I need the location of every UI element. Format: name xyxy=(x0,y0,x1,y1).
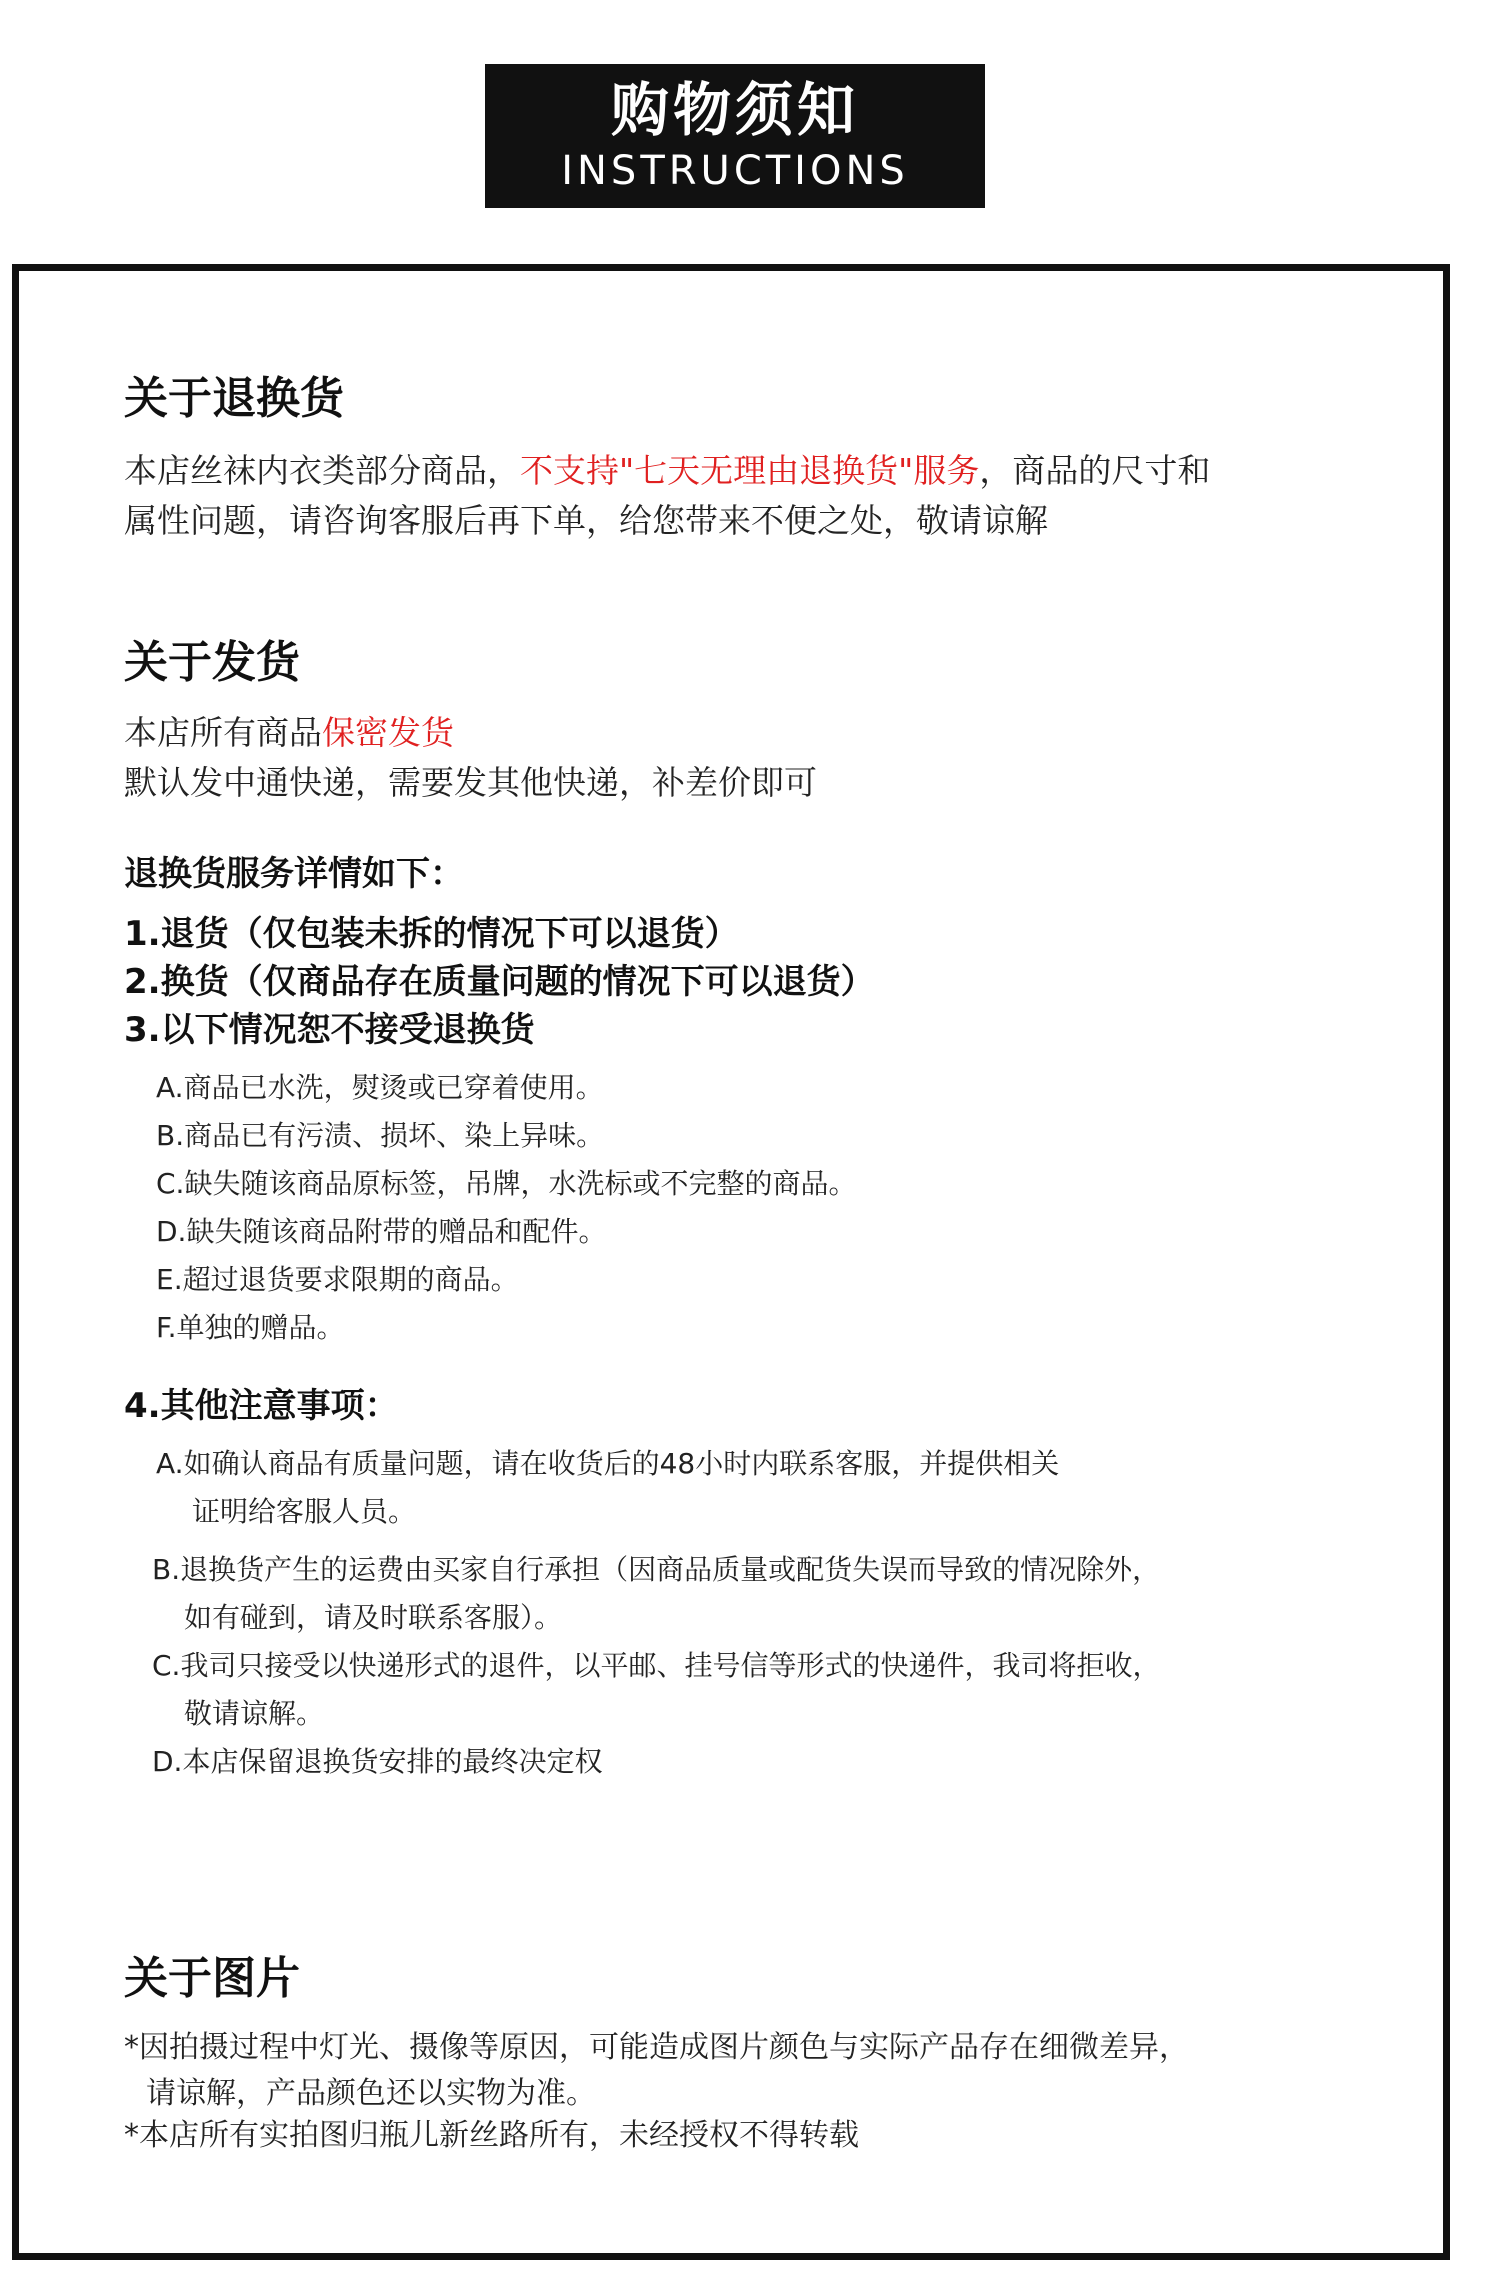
other-note-line: 如有碰到，请及时联系客服）。 xyxy=(184,1601,563,1634)
exclusion-item: D.缺失随该商品附带的赠品和配件。 xyxy=(156,1215,607,1248)
photos-heading: 关于图片 xyxy=(124,1953,300,2004)
header-banner xyxy=(485,64,985,208)
exclusion-item: E.超过退货要求限期的商品。 xyxy=(156,1263,519,1296)
returns-text-tail: ，商品的尺寸和 xyxy=(979,451,1211,490)
other-note-line: D.本店保留退换货安排的最终决定权 xyxy=(152,1745,603,1778)
returns-text: 本店丝袜内衣类部分商品， xyxy=(124,451,520,490)
shipping-highlight: 保密发货 xyxy=(322,713,454,752)
photo-note-line: *本店所有实拍图归瓶儿新丝路所有，未经授权不得转载 xyxy=(124,2118,859,2153)
shipping-line-2: 默认发中通快递，需要发其他快递，补差价即可 xyxy=(124,763,817,802)
photo-note-line: 请谅解，产品颜色还以实物为准。 xyxy=(146,2076,596,2111)
returns-highlight: 不支持"七天无理由退换货"服务 xyxy=(520,451,980,490)
other-note-line: 证明给客服人员。 xyxy=(192,1495,417,1528)
rule-item: 3.以下情况恕不接受退换货 xyxy=(124,1010,535,1050)
rule-item: 2.换货（仅商品存在质量问题的情况下可以退货） xyxy=(124,962,875,1002)
rule-item: 1.退货（仅包装未拆的情况下可以退货） xyxy=(124,914,739,954)
returns-line-2: 属性问题，请咨询客服后再下单，给您带来不便之处，敬请谅解 xyxy=(124,501,1048,540)
shipping-line-1 xyxy=(124,708,1500,758)
shipping-heading: 关于发货 xyxy=(124,637,300,688)
exclusion-item: C.缺失随该商品原标签，吊牌，水洗标或不完整的商品。 xyxy=(156,1167,857,1200)
other-note-line: 敬请谅解。 xyxy=(184,1697,325,1730)
header-subtitle: INSTRUCTIONS xyxy=(561,148,909,194)
exclusion-item: B.商品已有污渍、损坏、染上异味。 xyxy=(156,1119,605,1152)
shipping-text: 本店所有商品 xyxy=(124,713,322,752)
other-note-line: B.退换货产生的运费由买家自行承担（因商品质量或配货失误而导致的情况除外， xyxy=(152,1553,1161,1586)
other-notes-heading: 4.其他注意事项： xyxy=(124,1386,399,1426)
other-note-line: C.我司只接受以快递形式的退件，以平邮、挂号信等形式的快递件，我司将拒收， xyxy=(152,1649,1161,1682)
returns-heading: 关于退换货 xyxy=(124,373,344,424)
other-note-line: A.如确认商品有质量问题，请在收货后的48小时内联系客服，并提供相关 xyxy=(156,1447,1060,1480)
photo-note-line: *因拍摄过程中灯光、摄像等原因，可能造成图片颜色与实际产品存在细微差异， xyxy=(124,2030,1189,2065)
header-title: 购物须知 xyxy=(610,76,859,144)
returns-line-1 xyxy=(124,446,1384,496)
exclusion-item: A.商品已水洗，熨烫或已穿着使用。 xyxy=(156,1071,604,1104)
exclusion-item: F.单独的赠品。 xyxy=(156,1311,345,1344)
service-heading: 退换货服务详情如下： xyxy=(124,854,464,894)
